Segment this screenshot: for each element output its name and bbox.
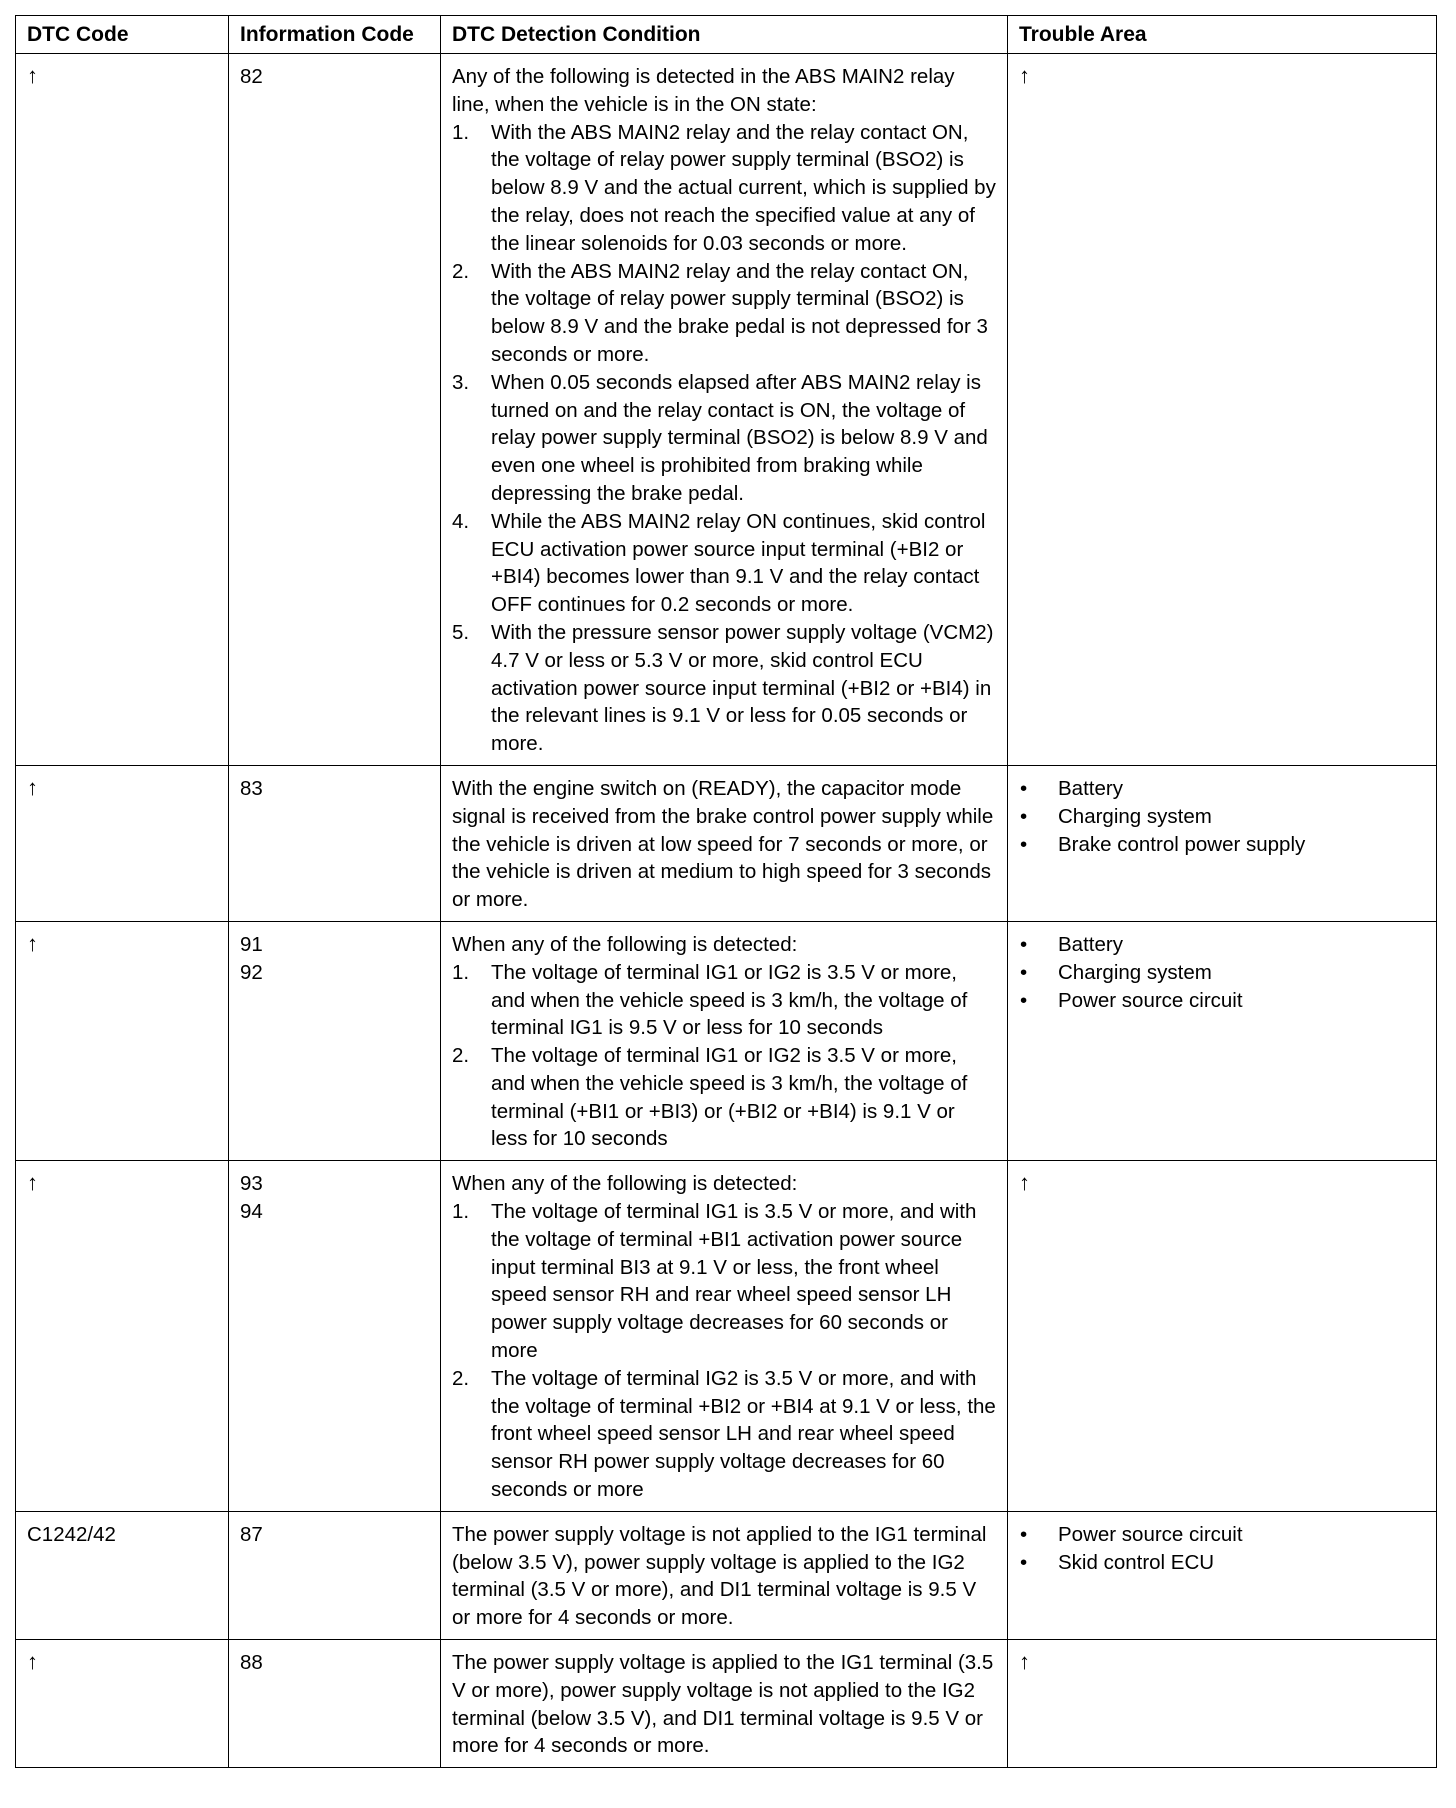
header-trouble-area: Trouble Area bbox=[1008, 16, 1437, 54]
dtc-code-cell bbox=[16, 1161, 229, 1512]
condition-number: 1. bbox=[452, 960, 470, 984]
condition-number: 5. bbox=[452, 620, 470, 644]
detection-condition-cell bbox=[441, 921, 1008, 1160]
header-row bbox=[16, 16, 1437, 54]
header-detection-condition: DTC Detection Condition bbox=[441, 16, 1008, 54]
bullet-icon: • bbox=[1020, 804, 1028, 828]
dtc-code-cell bbox=[16, 765, 229, 921]
dtc-code: C1242/42 bbox=[27, 1522, 116, 1546]
same-as-above-arrow: ↑ bbox=[1019, 1170, 1030, 1196]
trouble-area-list bbox=[1019, 775, 1425, 858]
dtc-code-cell bbox=[16, 921, 229, 1160]
trouble-area-item bbox=[1019, 1521, 1425, 1549]
condition-intro: With the engine switch on (READY), the capacitor mode signal is received from the brake control power supply while the vehicle is driven at low speed for 7 seconds or more, or the vehicle is driven at medium to high speed for 3 seconds or more. bbox=[452, 776, 994, 912]
condition-item bbox=[452, 369, 996, 508]
trouble-area-item bbox=[1019, 987, 1425, 1015]
bullet-icon: • bbox=[1020, 832, 1028, 856]
condition-item bbox=[452, 119, 996, 258]
trouble-area-text: Charging system bbox=[1058, 960, 1212, 984]
condition-number: 2. bbox=[452, 259, 470, 283]
condition-item bbox=[452, 258, 996, 369]
detection-condition-cell bbox=[441, 765, 1008, 921]
detection-condition-cell bbox=[441, 1161, 1008, 1512]
condition-text: The voltage of terminal IG1 or IG2 is 3.5 V or more, and when the vehicle speed is 3 km/h, the voltage of terminal (+BI1 or +BI3) or (+BI2 or +BI4) is 9.1 V or less for 10 seconds bbox=[491, 1044, 968, 1151]
condition-text: While the ABS MAIN2 relay ON continues, skid control ECU activation power source input terminal (+BI2 or +BI4) becomes lower than 9.1 V and the relay contact OFF continues for 0.2 seconds or more. bbox=[491, 509, 986, 617]
condition-text: The voltage of terminal IG2 is 3.5 V or more, and with the voltage of terminal +BI2 or +BI4 at 9.1 V or less, the front wheel speed sensor LH and rear wheel speed sensor RH power supply voltage decreases for 60 seconds or more bbox=[491, 1366, 996, 1502]
information-code: 87 bbox=[240, 1522, 263, 1546]
trouble-area-text: Charging system bbox=[1058, 804, 1212, 828]
trouble-area-cell bbox=[1008, 1511, 1437, 1639]
trouble-area-text: Battery bbox=[1058, 932, 1123, 956]
dtc-code-cell bbox=[16, 1511, 229, 1639]
bullet-icon: • bbox=[1020, 776, 1028, 800]
trouble-area-cell bbox=[1008, 921, 1437, 1160]
condition-number: 2. bbox=[452, 1044, 470, 1068]
condition-list bbox=[452, 119, 996, 758]
information-code: 83 bbox=[240, 776, 263, 800]
bullet-icon: • bbox=[1020, 1550, 1028, 1574]
condition-text: With the ABS MAIN2 relay and the relay contact ON, the voltage of relay power supply terminal (BSO2) is below 8.9 V and the brake pedal is not depressed for 3 seconds or more. bbox=[491, 259, 988, 366]
trouble-area-item bbox=[1019, 1549, 1425, 1577]
table-row bbox=[16, 54, 1437, 766]
information-code-cell bbox=[229, 1161, 441, 1512]
bullet-icon: • bbox=[1020, 1522, 1028, 1546]
condition-number: 1. bbox=[452, 120, 470, 144]
same-as-above-arrow: ↑ bbox=[27, 1649, 38, 1675]
detection-condition-cell bbox=[441, 54, 1008, 766]
condition-item bbox=[452, 619, 996, 758]
information-code-cell bbox=[229, 921, 441, 1160]
information-code: 91 bbox=[240, 932, 263, 956]
condition-item bbox=[452, 959, 996, 1042]
information-code-cell bbox=[229, 1511, 441, 1639]
dtc-code-cell bbox=[16, 1640, 229, 1768]
information-code: 88 bbox=[240, 1651, 263, 1675]
trouble-area-cell bbox=[1008, 1161, 1437, 1512]
information-code-cell bbox=[229, 765, 441, 921]
trouble-area-list bbox=[1019, 931, 1425, 1014]
trouble-area-text: Brake control power supply bbox=[1058, 832, 1306, 856]
information-code: 94 bbox=[240, 1200, 263, 1224]
condition-item bbox=[452, 508, 996, 619]
same-as-above-arrow: ↑ bbox=[1019, 63, 1030, 88]
trouble-area-text: Battery bbox=[1058, 776, 1123, 800]
condition-intro: When any of the following is detected: bbox=[452, 1172, 798, 1196]
information-code: 82 bbox=[240, 65, 263, 88]
condition-item bbox=[452, 1198, 996, 1365]
condition-number: 2. bbox=[452, 1366, 470, 1390]
condition-number: 4. bbox=[452, 509, 470, 533]
condition-intro: When any of the following is detected: bbox=[452, 932, 798, 956]
condition-text: With the ABS MAIN2 relay and the relay contact ON, the voltage of relay power supply terminal (BSO2) is below 8.9 V and the actual current, which is supplied by the relay, does not reach the specified value at any of the linear solenoids for 0.03 seconds or more. bbox=[491, 120, 996, 255]
table-row bbox=[16, 1511, 1437, 1639]
same-as-above-arrow: ↑ bbox=[27, 774, 38, 800]
trouble-area-list bbox=[1019, 1521, 1425, 1577]
trouble-area-cell bbox=[1008, 54, 1437, 766]
information-code: 92 bbox=[240, 960, 263, 984]
condition-text: With the pressure sensor power supply voltage (VCM2) 4.7 V or less or 5.3 V or more, skid control ECU activation power source input terminal (+BI2 or +BI4) in the relevant lines is 9.1 V or less for 0.05 seconds or more. bbox=[491, 620, 994, 756]
condition-number: 3. bbox=[452, 370, 470, 394]
trouble-area-item bbox=[1019, 803, 1425, 831]
trouble-area-text: Power source circuit bbox=[1058, 1522, 1243, 1546]
condition-text: When 0.05 seconds elapsed after ABS MAIN2 relay is turned on and the relay contact is ON, the voltage of relay power supply terminal (BSO2) is below 8.9 V and even one wheel is prohibited from braking while depressing the brake pedal. bbox=[491, 370, 988, 505]
condition-item bbox=[452, 1365, 996, 1504]
table-row bbox=[16, 921, 1437, 1160]
condition-text: The voltage of terminal IG1 is 3.5 V or more, and with the voltage of terminal +BI1 activation power source input terminal BI3 at 9.1 V or less, the front wheel speed sensor RH and rear wheel speed sensor LH power supply voltage decreases for 60 seconds or more bbox=[491, 1200, 977, 1363]
trouble-area-item bbox=[1019, 931, 1425, 959]
trouble-area-cell bbox=[1008, 765, 1437, 921]
bullet-icon: • bbox=[1020, 960, 1028, 984]
condition-intro: Any of the following is detected in the ABS MAIN2 relay line, when the vehicle is in the ON state: bbox=[452, 65, 955, 116]
condition-intro: The power supply voltage is not applied to the IG1 terminal (below 3.5 V), power supply voltage is applied to the IG2 terminal (3.5 V or more), and DI1 terminal voltage is 9.5 V or more for 4 seconds or more. bbox=[452, 1522, 987, 1630]
condition-text: The voltage of terminal IG1 or IG2 is 3.5 V or more, and when the vehicle speed is 3 km/h, the voltage of terminal IG1 is 9.5 V or less for 10 seconds bbox=[491, 960, 968, 1040]
dtc-code-cell bbox=[16, 54, 229, 766]
header-dtc-code: DTC Code bbox=[16, 16, 229, 54]
condition-item bbox=[452, 1042, 996, 1153]
trouble-area-text: Skid control ECU bbox=[1058, 1550, 1215, 1574]
trouble-area-item bbox=[1019, 959, 1425, 987]
trouble-area-item bbox=[1019, 831, 1425, 859]
condition-number: 1. bbox=[452, 1200, 470, 1224]
dtc-table bbox=[15, 15, 1437, 1768]
detection-condition-cell bbox=[441, 1640, 1008, 1768]
same-as-above-arrow: ↑ bbox=[27, 930, 38, 956]
header-information-code: Information Code bbox=[229, 16, 441, 54]
bullet-icon: • bbox=[1020, 932, 1028, 956]
trouble-area-cell bbox=[1008, 1640, 1437, 1768]
information-code: 93 bbox=[240, 1172, 263, 1196]
same-as-above-arrow: ↑ bbox=[1019, 1649, 1030, 1675]
bullet-icon: • bbox=[1020, 988, 1028, 1012]
table-row bbox=[16, 1161, 1437, 1512]
same-as-above-arrow: ↑ bbox=[27, 1170, 38, 1196]
same-as-above-arrow: ↑ bbox=[27, 63, 38, 88]
detection-condition-cell bbox=[441, 1511, 1008, 1639]
condition-intro: The power supply voltage is applied to the IG1 terminal (3.5 V or more), power supply voltage is not applied to the IG2 terminal (below 3.5 V), and DI1 terminal voltage is 9.5 V or more for 4 seconds or more. bbox=[452, 1651, 994, 1758]
table-row bbox=[16, 765, 1437, 921]
condition-list bbox=[452, 1198, 996, 1504]
condition-list bbox=[452, 959, 996, 1154]
information-code-cell bbox=[229, 1640, 441, 1768]
trouble-area-text: Power source circuit bbox=[1058, 988, 1243, 1012]
table-row bbox=[16, 1640, 1437, 1768]
trouble-area-item bbox=[1019, 775, 1425, 803]
information-code-cell bbox=[229, 54, 441, 766]
